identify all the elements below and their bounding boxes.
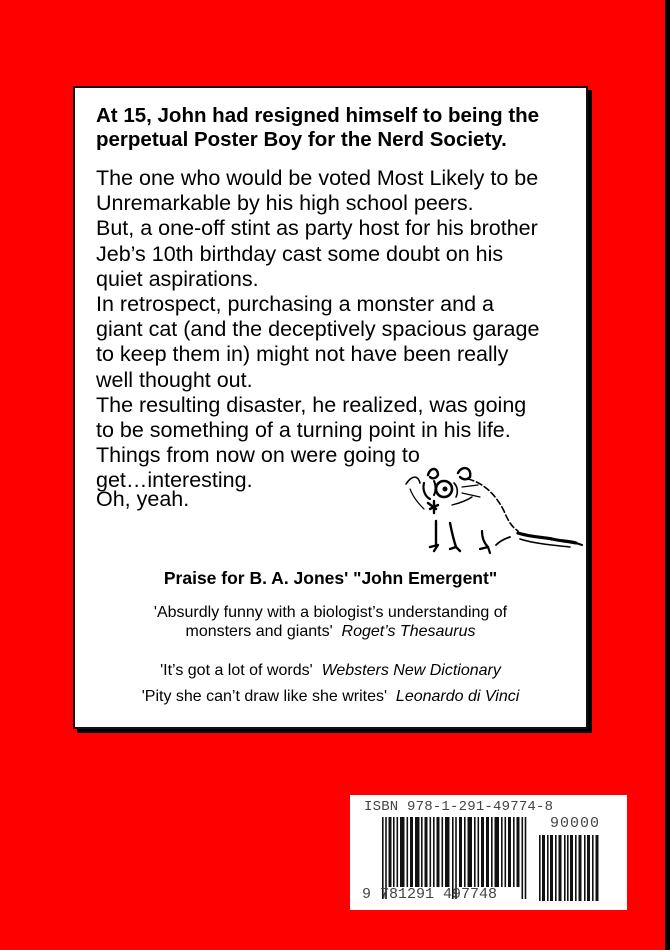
synopsis-line: quiet aspirations. [96,266,259,291]
synopsis-line: giant cat (and the deceptively spacious garage [96,317,540,342]
price-supplement-label: 90000 [550,815,601,832]
synopsis-line: Jeb’s 10th birthday cast some doubt on his [96,241,504,266]
quote-text: 'Absurdly funny with a biologist’s understanding of [153,604,508,621]
synopsis-line: to keep them in) might not have been really [96,342,509,367]
synopsis [96,166,576,494]
praise-quote [75,661,586,680]
synopsis-line: to be something of a turning point in his life. [96,418,511,443]
synopsis-line: But, a one-off stint as party host for his brother [96,216,538,241]
ean-digits: 9 781291 497748 [362,886,498,903]
quote-source: Websters New Dictionary [321,662,501,679]
praise-quote [75,603,586,641]
synopsis-line: get…interesting. [96,468,253,493]
isbn-label: ISBN 978-1-291-49774-8 [364,799,554,815]
headline-line: At 15, John had resigned himself to being the [96,104,540,127]
quote-text: monsters and giants' [185,623,333,640]
quote-text: 'It’s got a lot of words' [160,662,313,679]
praise-quote [75,687,586,706]
synopsis-line: well thought out. [96,367,253,392]
blurb-panel [73,86,588,729]
synopsis-line: Unremarkable by his high school peers. [96,191,474,216]
praise-heading: Praise for B. A. Jones' "John Emergent" [163,568,498,588]
synopsis-line: Things from now on were going to [96,443,420,468]
rodent-sketch-icon [400,461,590,561]
quote-text: 'Pity she can’t draw like she writes' [141,688,388,705]
supplement-bars-icon [539,835,601,901]
synopsis-line: The resulting disaster, he realized, was going [96,392,527,417]
right-edge-strip [665,0,670,950]
isbn-barcode [350,795,627,910]
synopsis-line: In retrospect, purchasing a monster and a [96,292,494,317]
closing-line: Oh, yeah. [96,487,190,511]
quote-source: Leonardo di Vinci [395,688,520,705]
headline-line: perpetual Poster Boy for the Nerd Society. [96,128,507,151]
quote-source: Roget’s Thesaurus [341,623,476,640]
synopsis-line: The one who would be voted Most Likely to be [96,166,539,190]
headline [96,104,576,152]
